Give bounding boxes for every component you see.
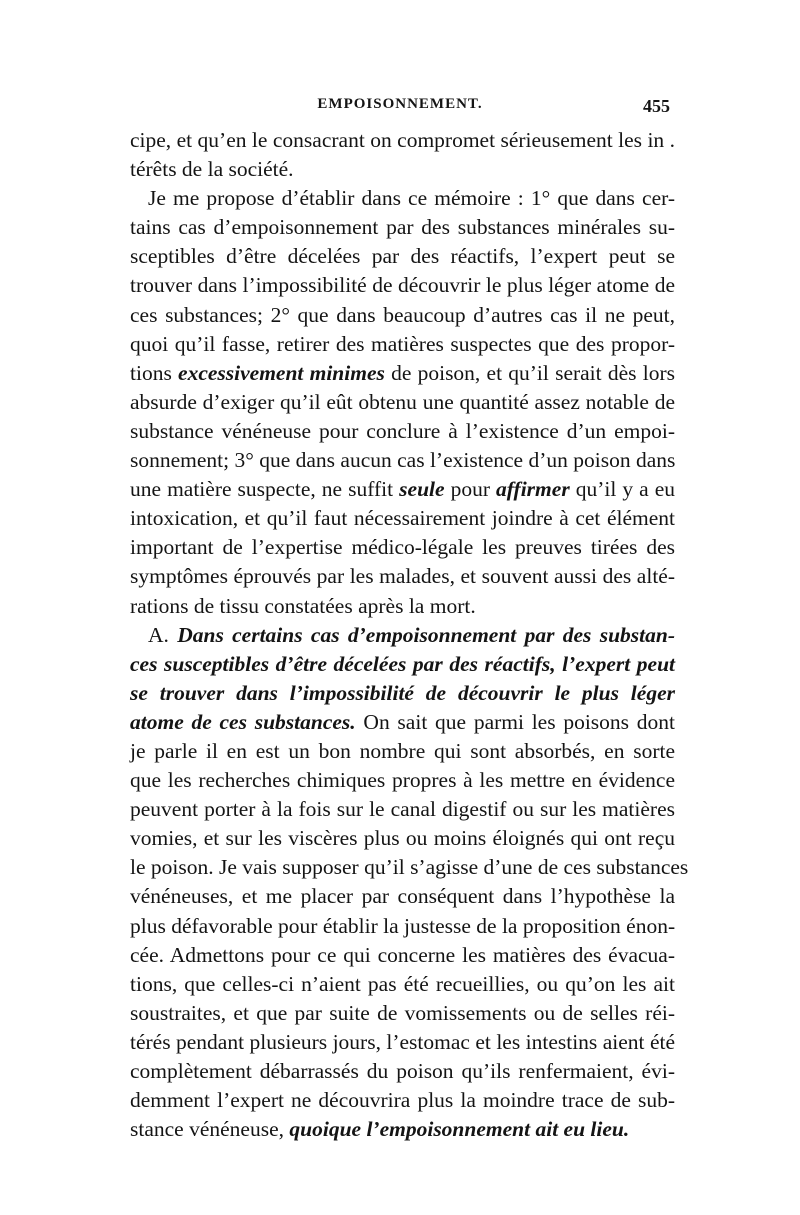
emphasized-text: seule — [399, 477, 445, 502]
text-span: Je me propose d’établir dans ce mémoire : 1° que dans cer- — [148, 186, 675, 211]
running-head-title: EMPOISONNEMENT. — [317, 96, 483, 112]
emphasized-text: ces susceptibles d’être décelées par des réactifs, l’expert peut — [130, 651, 675, 676]
text-line — [130, 155, 675, 184]
text-line — [130, 242, 675, 271]
text-line — [130, 621, 675, 650]
text-span: complètement débarrassés du poison qu’ils renfermaient, évi- — [130, 1059, 675, 1083]
text-span: tions, que celles-ci n’aient pas été recueillies, ou qu’on les ait — [130, 971, 675, 996]
body-text — [130, 126, 689, 1144]
emphasized-text: excessivement minimes — [178, 360, 385, 385]
text-span: symptômes éprouvés par les malades, et souvent aussi des alté- — [130, 564, 675, 589]
text-span: le poison. Je vais supposer qu’il s’agisse d’une de ces substances — [130, 855, 689, 880]
text-span: tions — [130, 360, 179, 385]
text-line — [130, 330, 675, 359]
text-span: intoxication, et qu’il faut nécessairement joindre à cet élément — [130, 506, 675, 531]
text-line — [130, 446, 675, 475]
text-span: térés pendant plusieurs jours, l’estomac et les intestins aient été — [130, 1029, 675, 1054]
page-number: 455 — [643, 96, 670, 116]
text-span: je parle il en est un bon nombre qui sont absorbés, en sorte — [130, 738, 675, 763]
emphasized-text: quoique l’empoisonnement ait eu lieu. — [289, 1117, 630, 1142]
text-line — [130, 766, 675, 795]
text-line — [130, 795, 675, 824]
text-line — [130, 388, 675, 417]
text-span: sonnement; 3° que dans aucun cas l’existence d’un poison dans — [130, 448, 676, 473]
emphasized-text: Dans certains cas d’empoisonnement par des substan- — [177, 622, 676, 647]
running-head — [130, 96, 670, 122]
text-line — [130, 417, 675, 446]
text-line — [130, 912, 675, 941]
text-span: une matière suspecte, ne suffit — [130, 477, 400, 502]
text-line — [130, 126, 675, 155]
text-span: demment l’expert ne découvrira plus la moindre trace de sub- — [130, 1088, 675, 1113]
text-span: térêts de la société. — [130, 157, 294, 182]
emphasized-text: affirmer — [496, 477, 570, 502]
text-span: important de l’expertise médico-légale les preuves tirées des — [130, 535, 675, 560]
text-span: peuvent porter à la fois sur le canal digestif ou sur les matières — [130, 797, 675, 822]
text-span: que les recherches chimiques propres à les mettre en évidence — [130, 768, 675, 793]
text-span: pour — [444, 477, 497, 502]
text-line — [130, 708, 675, 737]
text-span: On sait que parmi les poisons dont — [355, 709, 676, 734]
text-line — [130, 679, 675, 708]
text-span: ces substances; 2° que dans beaucoup d’autres cas il ne peut, — [130, 302, 675, 327]
text-span: cipe, et qu’en le consacrant on compromet sérieusement les in . — [130, 128, 675, 152]
text-line — [130, 475, 675, 504]
text-line — [130, 213, 675, 242]
text-span: sceptibles d’être décelées par des réactifs, l’expert peut se — [130, 244, 675, 269]
text-span: tains cas d’empoisonnement par des substances minérales su- — [130, 215, 675, 240]
text-line — [130, 882, 675, 911]
text-span: stance vénéneuse, — [130, 1117, 290, 1142]
text-line — [130, 650, 675, 679]
text-line — [130, 1115, 675, 1144]
text-line — [130, 271, 675, 300]
text-line — [130, 301, 675, 330]
text-span: substance vénéneuse pour conclure à l’existence d’un empoi- — [130, 418, 675, 443]
text-line — [130, 853, 689, 882]
text-line — [130, 1057, 675, 1086]
text-line — [130, 533, 675, 562]
text-span: vomies, et sur les viscères plus ou moins éloignés qui ont reçu — [130, 826, 675, 851]
text-line — [130, 941, 675, 970]
text-span: de poison, et qu’il serait dès lors — [384, 360, 675, 385]
text-span: quoi qu’il fasse, retirer des matières suspectes que des propor- — [130, 331, 675, 356]
text-span: cée. Admettons pour ce qui concerne les matières des évacua- — [130, 942, 675, 967]
text-span: trouver dans l’impossibilité de découvrir le plus léger atome de — [130, 273, 675, 298]
text-span: soustraites, et que par suite de vomissements ou de selles réi- — [130, 1000, 675, 1025]
emphasized-text: atome de ces substances. — [130, 709, 356, 734]
text-span: qu’il y a eu — [569, 477, 675, 502]
text-span: plus défavorable pour établir la justesse de la proposition énon- — [130, 913, 676, 938]
text-line — [130, 1028, 675, 1057]
text-line — [130, 592, 675, 621]
text-line — [130, 359, 675, 388]
text-span: rations de tissu constatées après la mort. — [130, 593, 476, 618]
text-span: absurde d’exiger qu’il eût obtenu une quantité assez notable de — [130, 389, 675, 414]
text-line — [130, 184, 675, 213]
text-line — [130, 824, 675, 853]
text-line — [130, 970, 675, 999]
text-line — [130, 999, 675, 1028]
text-line — [130, 562, 675, 591]
text-line — [130, 504, 675, 533]
text-span: vénéneuses, et me placer par conséquent dans l’hypothèse la — [130, 884, 675, 909]
text-span: A. — [148, 622, 178, 647]
text-line — [130, 1086, 675, 1115]
text-line — [130, 737, 675, 766]
emphasized-text: se trouver dans l’impossibilité de découvrir le plus léger — [130, 680, 675, 705]
